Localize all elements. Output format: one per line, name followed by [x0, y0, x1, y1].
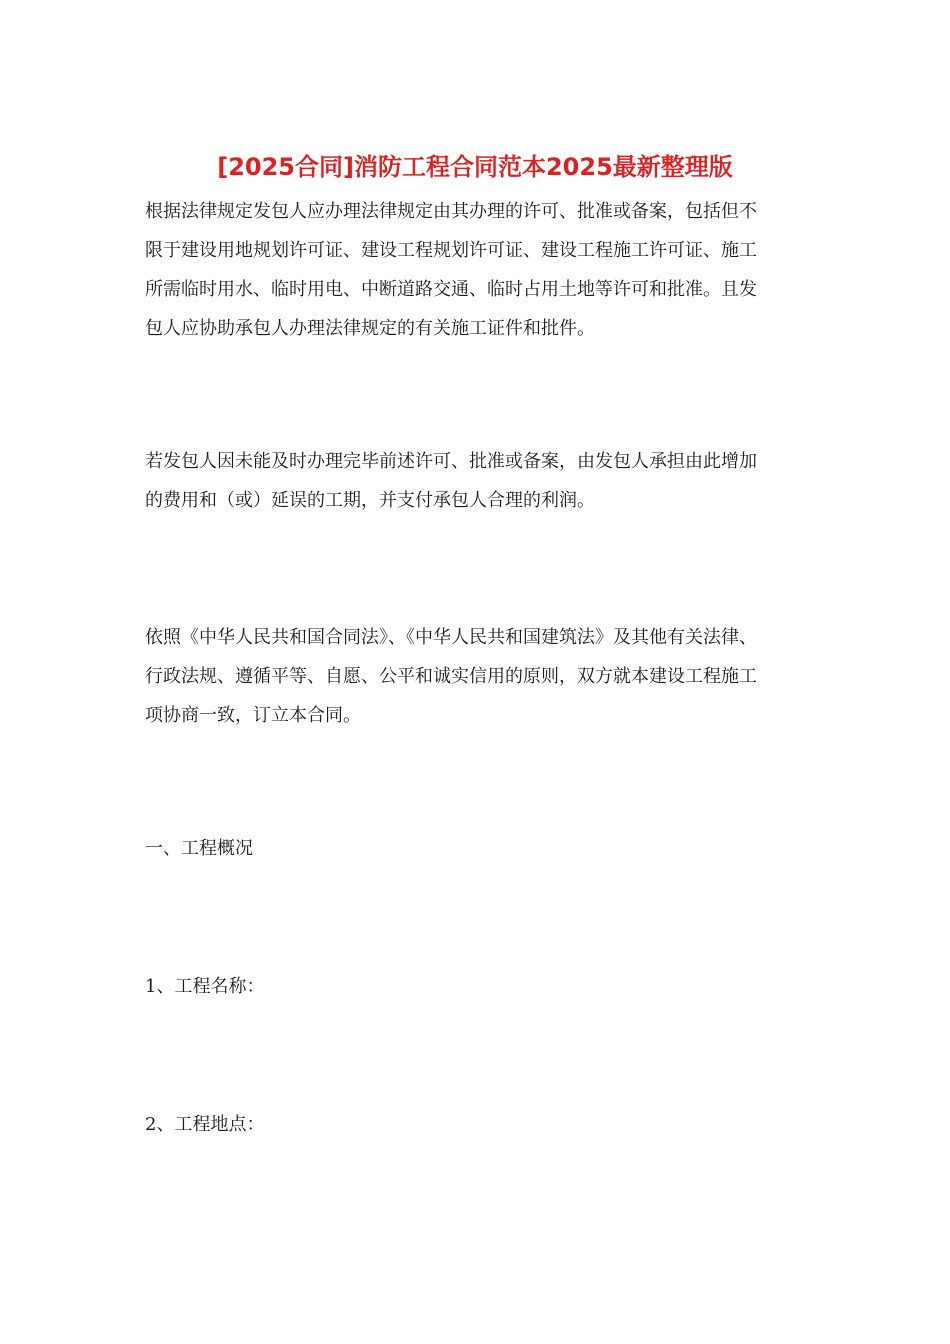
paragraph-line: 所需临时用水、临时用电、中断道路交通、临时占用土地等许可和批准。且发 [145, 279, 757, 300]
field-label: 2、工程地点： [145, 1114, 265, 1135]
field-project-name [145, 967, 825, 1006]
paragraph-line: 限于建设用地规划许可证、建设工程规划许可证、建设工程施工许可证、施工 [145, 240, 757, 261]
paragraph-legal-basis [145, 618, 825, 735]
field-project-location [145, 1105, 825, 1144]
paragraph-line: 若发包人因未能及时办理完毕前述许可、批准或备案，由发包人承担由此增加 [145, 451, 757, 472]
paragraph-liability [145, 442, 825, 520]
paragraph-permits [145, 192, 825, 348]
paragraph-line: 的费用和（或）延误的工期，并支付承包人合理的利润。 [145, 490, 595, 511]
paragraph-line: 行政法规、遵循平等、自愿、公平和诚实信用的原则，双方就本建设工程施工 [145, 666, 757, 687]
paragraph-line: 依照《中华人民共和国合同法》、《中华人民共和国建筑法》及其他有关法律、 [145, 627, 757, 648]
field-label: 1、工程名称： [145, 976, 265, 997]
section-heading-overview [145, 829, 825, 868]
paragraph-line: 根据法律规定发包人应办理法律规定由其办理的许可、批准或备案，包括但不 [145, 201, 757, 222]
paragraph-line: 项协商一致，订立本合同。 [145, 705, 361, 726]
paragraph-line: 包人应协助承包人办理法律规定的有关施工证件和批件。 [145, 318, 595, 339]
document-title: [2025合同]消防工程合同范本2025最新整理版 [217, 153, 733, 181]
section-heading: 一、工程概况 [145, 838, 253, 859]
